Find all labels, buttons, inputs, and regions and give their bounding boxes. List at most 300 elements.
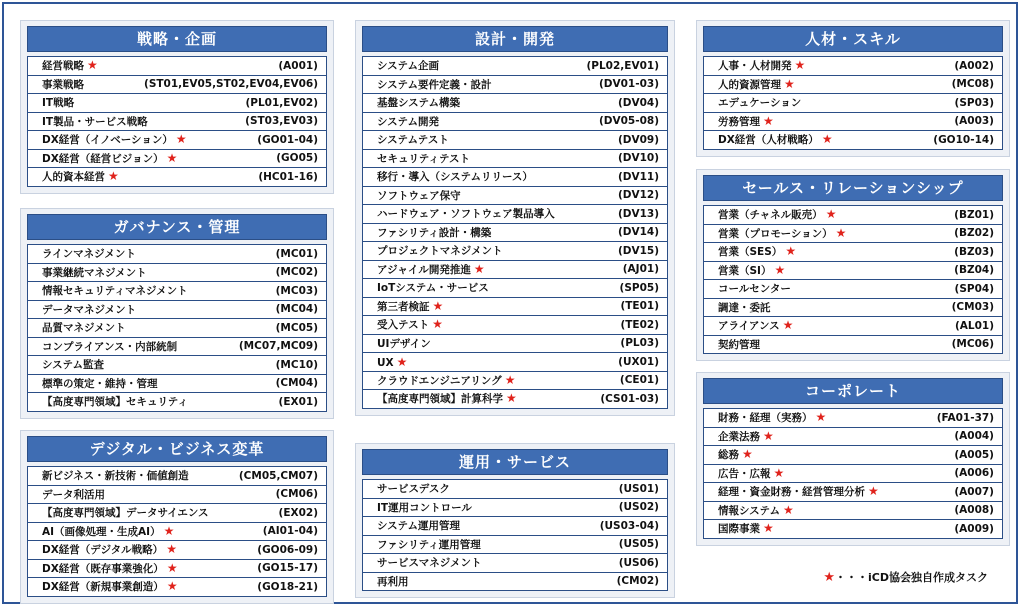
task-code: (BZ04) bbox=[954, 264, 994, 277]
task-name-cell bbox=[377, 262, 617, 277]
task-name-cell bbox=[377, 518, 594, 533]
task-name: システム運用管理 bbox=[377, 520, 460, 533]
task-name: 経理・資金財務・経営管理分析 bbox=[718, 486, 865, 499]
task-name-cell bbox=[42, 505, 273, 520]
task-row bbox=[27, 130, 327, 150]
task-name-cell bbox=[718, 503, 948, 518]
task-row bbox=[362, 112, 668, 132]
task-name-cell bbox=[377, 391, 594, 406]
task-code: (AL01) bbox=[954, 319, 994, 332]
task-row bbox=[362, 315, 668, 335]
task-name: コンプライアンス・内部統制 bbox=[42, 340, 178, 353]
task-row bbox=[27, 540, 327, 560]
task-code: (US02) bbox=[618, 501, 659, 514]
task-row bbox=[703, 335, 1003, 355]
task-group bbox=[20, 430, 334, 604]
task-name: 事業継続マネジメント bbox=[42, 266, 147, 279]
task-name: 営業（SES） bbox=[718, 246, 783, 259]
task-name: 基盤システム構築 bbox=[377, 97, 460, 110]
task-name-cell bbox=[718, 318, 949, 333]
task-name-cell bbox=[718, 466, 948, 481]
task-name: システム要件定義・設計 bbox=[377, 78, 492, 91]
task-group bbox=[355, 443, 675, 598]
task-name-cell bbox=[377, 169, 612, 184]
task-group bbox=[355, 20, 675, 416]
group-title: ガバナンス・管理 bbox=[27, 214, 327, 240]
task-name-cell bbox=[42, 114, 239, 129]
star-icon: ★ bbox=[166, 560, 178, 575]
task-name-cell bbox=[377, 373, 614, 388]
task-name-cell bbox=[42, 302, 270, 317]
task-name-cell bbox=[42, 376, 270, 391]
task-code: (TE02) bbox=[620, 318, 659, 331]
task-row bbox=[362, 535, 668, 555]
task-row bbox=[27, 263, 327, 283]
task-name: ファシリティ設計・構築 bbox=[377, 226, 492, 239]
task-row bbox=[27, 374, 327, 394]
star-icon: ★ bbox=[784, 76, 795, 91]
task-list bbox=[27, 466, 327, 597]
star-icon: ★ bbox=[87, 58, 98, 73]
task-list bbox=[362, 56, 668, 409]
task-list bbox=[703, 56, 1003, 150]
task-name-cell bbox=[42, 320, 270, 335]
star-icon: ★ bbox=[794, 58, 806, 73]
task-name: 人的資源管理 bbox=[718, 78, 781, 91]
star-icon: ★ bbox=[785, 244, 797, 259]
task-code: (CM06) bbox=[275, 488, 318, 501]
task-code: (GO01-04) bbox=[257, 133, 318, 146]
task-map-frame bbox=[2, 2, 1018, 604]
task-name-cell bbox=[718, 281, 949, 296]
task-name: 受入テスト bbox=[377, 319, 430, 332]
task-row bbox=[27, 167, 327, 187]
task-code: (MC06) bbox=[951, 338, 994, 351]
task-row bbox=[362, 93, 668, 113]
task-code: (MC02) bbox=[275, 266, 318, 279]
group-title: デジタル・ビジネス変革 bbox=[27, 436, 327, 462]
task-code: (DV15) bbox=[617, 244, 659, 257]
task-row bbox=[362, 260, 668, 280]
task-group bbox=[696, 20, 1010, 157]
task-name-cell bbox=[42, 357, 270, 372]
task-code: (US03-04) bbox=[599, 519, 659, 532]
task-name-cell bbox=[377, 132, 612, 147]
task-name: コールセンター bbox=[718, 283, 791, 296]
task-name: システムテスト bbox=[377, 134, 449, 147]
task-code: (AJ01) bbox=[622, 263, 659, 276]
star-icon: ★ bbox=[432, 298, 444, 313]
task-name: IT運用コントロール bbox=[377, 501, 472, 514]
task-name: IT戦略 bbox=[42, 97, 75, 110]
task-code: (US05) bbox=[618, 538, 659, 551]
task-name: 営業（チャネル販売） bbox=[718, 209, 823, 222]
task-code: (GO15-17) bbox=[257, 562, 318, 575]
task-name: システム企画 bbox=[377, 60, 439, 73]
star-icon: ★ bbox=[175, 132, 187, 147]
task-name: アライアンス bbox=[718, 320, 780, 333]
task-group bbox=[696, 169, 1010, 361]
task-name-cell bbox=[42, 394, 273, 409]
task-code: (GO10-14) bbox=[933, 133, 994, 146]
task-name: システム監査 bbox=[42, 359, 104, 372]
task-code: (GO06-09) bbox=[257, 543, 318, 556]
task-row bbox=[362, 241, 668, 261]
task-code: (A007) bbox=[954, 485, 994, 498]
task-name-cell bbox=[377, 95, 612, 110]
task-code: (DV14) bbox=[617, 226, 659, 239]
task-code: (SP03) bbox=[954, 96, 994, 109]
task-name: ソフトウェア保守 bbox=[377, 189, 461, 202]
task-name: 総務 bbox=[718, 449, 739, 462]
star-icon: ★ bbox=[163, 523, 175, 538]
task-name: 調達・委託 bbox=[718, 301, 771, 314]
task-code: (A003) bbox=[954, 115, 994, 128]
task-name: DX経営（既存事業強化） bbox=[42, 562, 164, 575]
task-code: (MC05) bbox=[275, 321, 318, 334]
task-row bbox=[703, 316, 1003, 336]
task-code: (A001) bbox=[278, 59, 318, 72]
task-name-cell bbox=[42, 77, 138, 92]
task-row bbox=[703, 408, 1003, 428]
task-name-cell bbox=[42, 95, 240, 110]
task-name: システム開発 bbox=[377, 115, 439, 128]
star-icon: ★ bbox=[773, 465, 785, 480]
task-name: DX経営（新規事業創造） bbox=[42, 581, 164, 594]
task-row bbox=[27, 244, 327, 264]
task-row bbox=[362, 186, 668, 206]
task-row bbox=[703, 261, 1003, 281]
task-row bbox=[362, 334, 668, 354]
task-name-cell bbox=[377, 355, 612, 369]
task-name: 経営戦略 bbox=[42, 60, 84, 73]
task-row bbox=[27, 355, 327, 375]
task-name-cell bbox=[718, 207, 948, 222]
task-name: 標準の策定・維持・管理 bbox=[42, 377, 158, 390]
task-name: ファシリティ運用管理 bbox=[377, 538, 481, 551]
task-name: 営業（プロモーション） bbox=[718, 227, 833, 240]
task-row bbox=[362, 75, 668, 95]
task-list bbox=[362, 479, 668, 591]
task-name-cell bbox=[42, 561, 251, 576]
task-row bbox=[703, 427, 1003, 447]
star-icon: ★ bbox=[821, 132, 833, 147]
star-icon: ★ bbox=[782, 318, 794, 333]
task-row bbox=[27, 337, 327, 357]
star-icon: ★ bbox=[108, 169, 119, 184]
task-row bbox=[362, 278, 668, 298]
task-name-cell bbox=[718, 521, 948, 536]
task-name: 事業戦略 bbox=[42, 78, 84, 91]
task-group bbox=[20, 208, 334, 419]
task-group bbox=[20, 20, 334, 194]
task-name: 契約管理 bbox=[718, 338, 760, 351]
task-code: (A004) bbox=[954, 430, 994, 443]
group-title: セールス・リレーションシップ bbox=[703, 175, 1003, 201]
task-name: サービスマネジメント bbox=[377, 557, 482, 570]
star-icon: ★ bbox=[166, 579, 178, 594]
legend-text: ・・・iCD協会独自作成タスク bbox=[835, 571, 988, 584]
task-name-cell bbox=[377, 225, 612, 240]
task-name: 広告・広報 bbox=[718, 467, 771, 480]
task-row bbox=[27, 112, 327, 132]
task-row bbox=[27, 318, 327, 338]
task-name: プロジェクトマネジメント bbox=[377, 245, 503, 258]
task-code: (MC04) bbox=[275, 303, 318, 316]
task-name: データ利活用 bbox=[42, 488, 105, 501]
star-icon: ★ bbox=[835, 225, 847, 240]
task-code: (FA01-37) bbox=[936, 411, 994, 424]
task-list bbox=[703, 205, 1003, 354]
task-name-cell bbox=[718, 410, 931, 425]
group-title: 運用・サービス bbox=[362, 449, 668, 475]
task-code: (CM04) bbox=[275, 377, 318, 390]
task-name-cell bbox=[377, 188, 612, 203]
star-icon: ★ bbox=[823, 570, 836, 585]
task-row bbox=[703, 445, 1003, 465]
group-title: 設計・開発 bbox=[362, 26, 668, 52]
task-name-cell bbox=[42, 58, 272, 73]
task-row bbox=[703, 464, 1003, 484]
group-title: 戦略・企画 bbox=[27, 26, 327, 52]
task-name: 情報システム bbox=[718, 504, 780, 517]
task-name-cell bbox=[377, 77, 593, 92]
task-list bbox=[27, 56, 327, 187]
task-name-cell bbox=[377, 243, 612, 258]
star-icon: ★ bbox=[166, 542, 177, 557]
task-row bbox=[362, 149, 668, 169]
task-name: DX経営（人材戦略） bbox=[718, 134, 819, 147]
task-list bbox=[27, 244, 327, 412]
task-name-cell bbox=[718, 447, 948, 462]
task-name-cell bbox=[718, 58, 948, 73]
task-code: (CM02) bbox=[616, 575, 659, 588]
task-code: (DV13) bbox=[617, 207, 659, 220]
task-code: (MC03) bbox=[275, 284, 318, 297]
star-icon: ★ bbox=[774, 262, 786, 277]
task-name: 情報セキュリティマネジメント bbox=[42, 285, 188, 298]
task-code: (DV09) bbox=[617, 133, 659, 146]
task-row bbox=[27, 466, 327, 486]
task-code: (DV12) bbox=[617, 189, 659, 202]
task-name: ハードウェア・ソフトウェア製品導入 bbox=[377, 208, 555, 221]
task-row bbox=[703, 482, 1003, 502]
task-name-cell bbox=[718, 95, 949, 110]
task-name-cell bbox=[42, 542, 251, 557]
star-icon: ★ bbox=[396, 354, 408, 369]
task-row bbox=[362, 516, 668, 536]
task-name-cell bbox=[42, 246, 270, 261]
task-row bbox=[27, 392, 327, 412]
task-code: (PL01,EV02) bbox=[245, 96, 318, 109]
task-row bbox=[703, 519, 1003, 539]
task-code: (PL03) bbox=[620, 337, 659, 350]
task-row bbox=[362, 572, 668, 592]
group-title: 人材・スキル bbox=[703, 26, 1003, 52]
task-name: セキュリティテスト bbox=[377, 152, 471, 165]
task-name-cell bbox=[718, 226, 948, 241]
task-row bbox=[27, 300, 327, 320]
task-row bbox=[703, 279, 1003, 299]
task-row bbox=[362, 167, 668, 187]
task-row bbox=[27, 559, 327, 579]
task-name: 人事・人材開発 bbox=[718, 60, 792, 73]
legend bbox=[823, 569, 988, 585]
task-name: IT製品・サービス戦略 bbox=[42, 115, 148, 128]
task-name: UIデザイン bbox=[377, 337, 431, 350]
task-name-cell bbox=[42, 169, 252, 184]
task-row bbox=[362, 204, 668, 224]
star-icon: ★ bbox=[868, 484, 879, 499]
task-name-cell bbox=[718, 337, 946, 352]
task-code: (DV10) bbox=[617, 152, 659, 165]
star-icon: ★ bbox=[166, 150, 178, 165]
task-code: (MC10) bbox=[275, 358, 318, 371]
task-row bbox=[703, 298, 1003, 318]
task-name-cell bbox=[377, 500, 613, 515]
task-code: (DV05-08) bbox=[598, 115, 659, 128]
task-code: (US06) bbox=[618, 556, 659, 569]
task-row bbox=[27, 485, 327, 505]
task-row bbox=[362, 389, 668, 409]
task-name: サービスデスク bbox=[377, 483, 450, 496]
task-code: (CS01-03) bbox=[600, 392, 659, 405]
task-name-cell bbox=[377, 206, 612, 221]
task-name: 人的資本経営 bbox=[42, 171, 105, 184]
task-code: (MC01) bbox=[275, 247, 318, 260]
task-name-cell bbox=[42, 283, 270, 298]
task-row bbox=[362, 371, 668, 391]
task-code: (CE01) bbox=[619, 374, 659, 387]
task-row bbox=[703, 224, 1003, 244]
task-name-cell bbox=[377, 555, 613, 570]
task-name-cell bbox=[377, 574, 611, 589]
task-row bbox=[703, 242, 1003, 262]
task-name-cell bbox=[42, 468, 233, 483]
task-code: (BZ03) bbox=[954, 245, 994, 258]
task-code: (A006) bbox=[954, 467, 994, 480]
task-code: (HC01-16) bbox=[258, 170, 318, 183]
task-row bbox=[362, 479, 668, 499]
task-code: (AI01-04) bbox=[262, 525, 318, 538]
task-name-cell bbox=[718, 429, 948, 444]
task-code: (UX01) bbox=[618, 355, 659, 368]
task-name-cell bbox=[718, 77, 946, 92]
task-row bbox=[703, 112, 1003, 132]
task-code: (CM03) bbox=[951, 301, 994, 314]
task-name: クラウドエンジニアリング bbox=[377, 374, 502, 387]
task-name: ラインマネジメント bbox=[42, 248, 136, 261]
task-row bbox=[703, 56, 1003, 76]
task-row bbox=[27, 93, 327, 113]
task-name-cell bbox=[718, 300, 946, 315]
star-icon: ★ bbox=[825, 207, 837, 222]
task-row bbox=[362, 223, 668, 243]
task-code: (BZ01) bbox=[954, 208, 994, 221]
task-row bbox=[703, 205, 1003, 225]
task-list bbox=[703, 408, 1003, 539]
task-name: AI（画像処理・生成AI） bbox=[42, 525, 161, 538]
task-name: 財務・経理（実務） bbox=[718, 412, 813, 425]
task-code: (A002) bbox=[954, 59, 994, 72]
task-name: 新ビジネス・新技術・価値創造 bbox=[42, 470, 189, 483]
task-row bbox=[362, 498, 668, 518]
task-name: DX経営（経営ビジョン） bbox=[42, 152, 164, 165]
star-icon: ★ bbox=[815, 410, 827, 425]
task-row bbox=[27, 281, 327, 301]
task-code: (DV11) bbox=[617, 170, 659, 183]
task-row bbox=[362, 352, 668, 372]
task-row bbox=[27, 149, 327, 169]
task-code: (US01) bbox=[618, 482, 659, 495]
task-code: (ST03,EV03) bbox=[245, 115, 318, 128]
task-name-cell bbox=[377, 114, 593, 129]
task-row bbox=[362, 553, 668, 573]
task-row bbox=[27, 577, 327, 597]
task-row bbox=[703, 130, 1003, 150]
task-name-cell bbox=[42, 151, 270, 166]
task-name-cell bbox=[718, 114, 948, 129]
star-icon: ★ bbox=[763, 113, 774, 128]
task-name-cell bbox=[377, 537, 613, 552]
task-row bbox=[703, 75, 1003, 95]
star-icon: ★ bbox=[763, 428, 774, 443]
task-code: (ST01,EV05,ST02,EV04,EV06) bbox=[144, 78, 318, 91]
task-name-cell bbox=[42, 524, 257, 539]
task-code: (TE01) bbox=[620, 300, 659, 313]
star-icon: ★ bbox=[504, 372, 516, 387]
task-code: (A005) bbox=[954, 448, 994, 461]
task-name-cell bbox=[377, 280, 614, 295]
task-name: 品質マネジメント bbox=[42, 322, 126, 335]
task-row bbox=[27, 75, 327, 95]
task-name-cell bbox=[42, 132, 251, 147]
task-name: DX経営（デジタル戦略） bbox=[42, 544, 164, 557]
task-name-cell bbox=[42, 579, 251, 594]
task-name-cell bbox=[377, 58, 581, 73]
task-name: 営業（SI） bbox=[718, 264, 772, 277]
task-code: (EX02) bbox=[278, 506, 318, 519]
star-icon: ★ bbox=[432, 317, 443, 332]
task-row bbox=[27, 522, 327, 542]
task-code: (SP05) bbox=[619, 281, 659, 294]
task-row bbox=[362, 130, 668, 150]
task-name-cell bbox=[377, 336, 614, 351]
task-code: (MC07,MC09) bbox=[238, 340, 318, 353]
star-icon: ★ bbox=[473, 261, 485, 276]
task-name-cell bbox=[42, 265, 270, 280]
task-name: 【高度専門領域】セキュリティ bbox=[42, 396, 188, 409]
star-icon: ★ bbox=[782, 502, 794, 517]
task-row bbox=[27, 503, 327, 523]
task-row bbox=[27, 56, 327, 76]
task-name-cell bbox=[377, 151, 612, 166]
task-code: (DV01-03) bbox=[598, 78, 659, 91]
task-row bbox=[362, 56, 668, 76]
task-name: 【高度専門領域】データサイエンス bbox=[42, 507, 209, 520]
task-name: 再利用 bbox=[377, 575, 409, 588]
task-row bbox=[362, 297, 668, 317]
task-code: (A009) bbox=[954, 522, 994, 535]
task-code: (GO18-21) bbox=[257, 580, 318, 593]
task-code: (DV04) bbox=[617, 96, 659, 109]
task-code: (A008) bbox=[954, 504, 994, 517]
group-title: コーポレート bbox=[703, 378, 1003, 404]
task-name-cell bbox=[718, 263, 948, 278]
task-row bbox=[703, 93, 1003, 113]
star-icon: ★ bbox=[506, 391, 517, 406]
task-name-cell bbox=[718, 484, 948, 499]
